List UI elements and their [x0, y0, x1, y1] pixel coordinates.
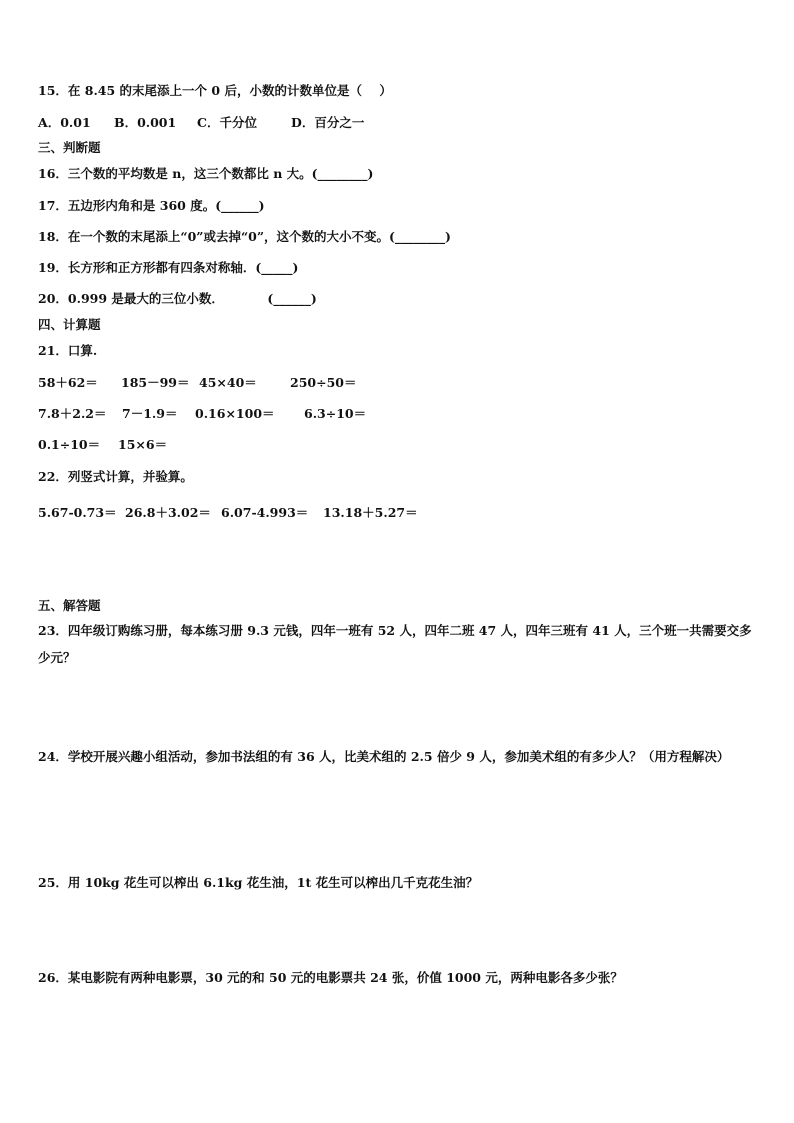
q21-expression: 185－99＝ — [121, 375, 190, 390]
q21-expression: 58＋62＝ — [38, 375, 98, 390]
q21-expression: 0.1÷10＝ — [38, 437, 101, 452]
question-20: 20．0.999 是最大的三位小数． (______) — [38, 291, 317, 306]
question-24: 24．学校开展兴趣小组活动，参加书法组的有 36 人，比美术组的 2.5 倍少 9 人，参加美术组的有多少人？（用方程解决） — [38, 749, 730, 764]
q21-row-3 — [38, 437, 438, 453]
q21-expression: 250÷50＝ — [290, 375, 357, 390]
question-26: 26．某电影院有两种电影票，30 元的和 50 元的电影票共 24 张，价值 1000 元，两种电影各多少张？ — [38, 970, 623, 985]
section-5-heading: 五、解答题 — [38, 598, 101, 613]
q21-row-1 — [38, 375, 438, 391]
q22-expression: 13.18＋5.27＝ — [323, 505, 418, 520]
q22-expression: 26.8＋3.02＝ — [125, 505, 211, 520]
q21-expression: 7.8＋2.2＝ — [38, 406, 107, 421]
question-19: 19．长方形和正方形都有四条对称轴．(_____) — [38, 260, 299, 275]
q21-expression: 15×6＝ — [118, 437, 168, 452]
question-16: 16．三个数的平均数是 n，这三个数都比 n 大。(________) — [38, 166, 374, 181]
q21-expression: 7－1.9＝ — [122, 406, 178, 421]
question-25: 25．用 10kg 花生可以榨出 6.1kg 花生油，1t 花生可以榨出几千克花生油？ — [38, 875, 479, 890]
question-23: 23．四年级订购练习册，每本练习册 9.3 元钱，四年一班有 52 人，四年二班 47 人，四年三班有 41 人，三个班一共需要交多少元？ — [38, 623, 752, 665]
section-3-heading: 三、判断题 — [38, 140, 101, 155]
section-4-heading: 四、计算题 — [38, 317, 101, 332]
q21-row-2 — [38, 406, 438, 422]
q15-option-c: C．千分位 — [197, 115, 257, 130]
q15-stem: 15．在 8.45 的末尾添上一个 0 后，小数的计数单位是（ ） — [38, 83, 392, 98]
q22-expression: 5.67-0.73＝ — [38, 505, 117, 520]
q15-option-a: A．0.01 — [38, 115, 91, 130]
question-17: 17．五边形内角和是 360 度。(______) — [38, 198, 265, 213]
q21-expression: 45×40＝ — [199, 375, 257, 390]
q15-option-d: D．百分之一 — [291, 115, 365, 130]
q22-expression: 6.07-4.993＝ — [221, 505, 309, 520]
q15-option-b: B．0.001 — [114, 115, 177, 130]
q21-expression: 6.3÷10＝ — [304, 406, 367, 421]
q22-title: 22．列竖式计算，并验算。 — [38, 469, 193, 484]
question-18: 18．在一个数的末尾添上“0”或去掉“0”，这个数的大小不变。(________) — [38, 229, 451, 244]
q21-title: 21．口算. — [38, 343, 98, 358]
q22-items — [38, 505, 458, 521]
q15-options — [38, 115, 438, 131]
q21-expression: 0.16×100＝ — [195, 406, 275, 421]
